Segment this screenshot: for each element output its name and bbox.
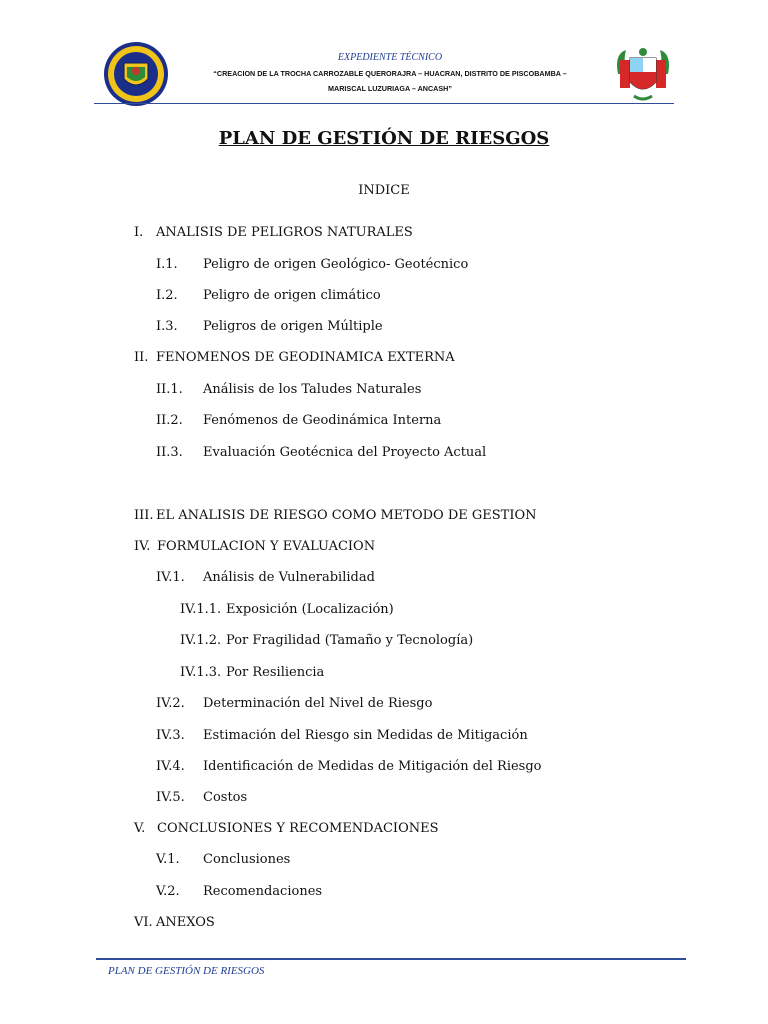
toc-text: Análisis de Vulnerabilidad	[203, 570, 375, 585]
index-heading: INDICE	[358, 183, 410, 198]
toc-text: Peligro de origen Geológico- Geotécnico	[203, 257, 469, 272]
toc-text: Estimación del Riesgo sin Medidas de Mitigación	[203, 728, 528, 743]
header-project-line-1: “CREACION DE LA TROCHA CARROZABLE QUERORAJRA – HUACRAN, DISTRITO DE PISCOBAMBA –	[213, 69, 567, 78]
toc-text: Fenómenos de Geodinámica Interna	[203, 413, 442, 428]
toc-text: Recomendaciones	[203, 884, 323, 899]
toc-number: V.1.	[156, 852, 180, 867]
toc-text: Costos	[203, 790, 248, 805]
toc-number: IV.1.3.	[180, 665, 222, 680]
toc-text: Análisis de los Taludes Naturales	[203, 382, 422, 397]
toc-text: Por Fragilidad (Tamaño y Tecnología)	[226, 633, 474, 648]
toc-number: II.	[134, 350, 149, 365]
toc-number: V.	[134, 821, 146, 836]
page-title: PLAN DE GESTIÓN DE RIESGOS	[218, 128, 550, 149]
header-title: EXPEDIENTE TÉCNICO	[337, 52, 443, 63]
toc-number: V.2.	[156, 884, 180, 899]
toc-number: I.	[134, 225, 144, 240]
footer-title: PLAN DE GESTIÓN DE RIESGOS	[108, 965, 265, 977]
toc-number: IV.4.	[156, 759, 185, 774]
toc-number: VI.	[134, 915, 153, 930]
toc-number: IV.	[134, 539, 151, 554]
toc-number: II.2.	[156, 413, 183, 428]
toc-text: Exposición (Localización)	[226, 602, 394, 617]
toc-number: I.3.	[156, 319, 178, 334]
toc-text: EL ANALISIS DE RIESGO COMO METODO DE GESTION	[156, 508, 537, 523]
footer-divider	[96, 958, 686, 960]
toc-text: FORMULACION Y EVALUACION	[157, 539, 376, 554]
toc-number: III.	[134, 508, 154, 523]
toc-text: Por Resiliencia	[226, 665, 325, 680]
toc-text: Peligro de origen climático	[203, 288, 381, 303]
toc-text: FENOMENOS DE GEODINAMICA EXTERNA	[156, 350, 455, 365]
toc-number: IV.3.	[156, 728, 185, 743]
municipal-seal-logo	[103, 41, 169, 107]
toc-number: II.1.	[156, 382, 183, 397]
toc-text: ANEXOS	[156, 915, 215, 930]
toc-number: IV.1.	[156, 570, 185, 585]
toc-text: CONCLUSIONES Y RECOMENDACIONES	[157, 821, 439, 836]
toc-number: IV.2.	[156, 696, 185, 711]
toc-number: I.2.	[156, 288, 178, 303]
toc-text: Evaluación Geotécnica del Proyecto Actual	[203, 445, 487, 460]
toc-number: IV.1.1.	[180, 602, 222, 617]
toc-number: IV.5.	[156, 790, 185, 805]
toc-number: I.1.	[156, 257, 178, 272]
peru-coat-of-arms-logo	[612, 44, 674, 106]
toc-text: Determinación del Nivel de Riesgo	[203, 696, 433, 711]
header-divider	[94, 103, 674, 104]
toc-number: IV.1.2.	[180, 633, 222, 648]
toc-text: Identificación de Medidas de Mitigación del Riesgo	[203, 759, 542, 774]
toc-text: Peligros de origen Múltiple	[203, 319, 383, 334]
toc-number: II.3.	[156, 445, 183, 460]
header-project-name	[180, 66, 600, 96]
toc-text: Conclusiones	[203, 852, 291, 867]
toc-text: ANALISIS DE PELIGROS NATURALES	[156, 225, 413, 240]
header-project-line-2: MARISCAL LUZURIAGA – ANCASH”	[328, 84, 452, 93]
